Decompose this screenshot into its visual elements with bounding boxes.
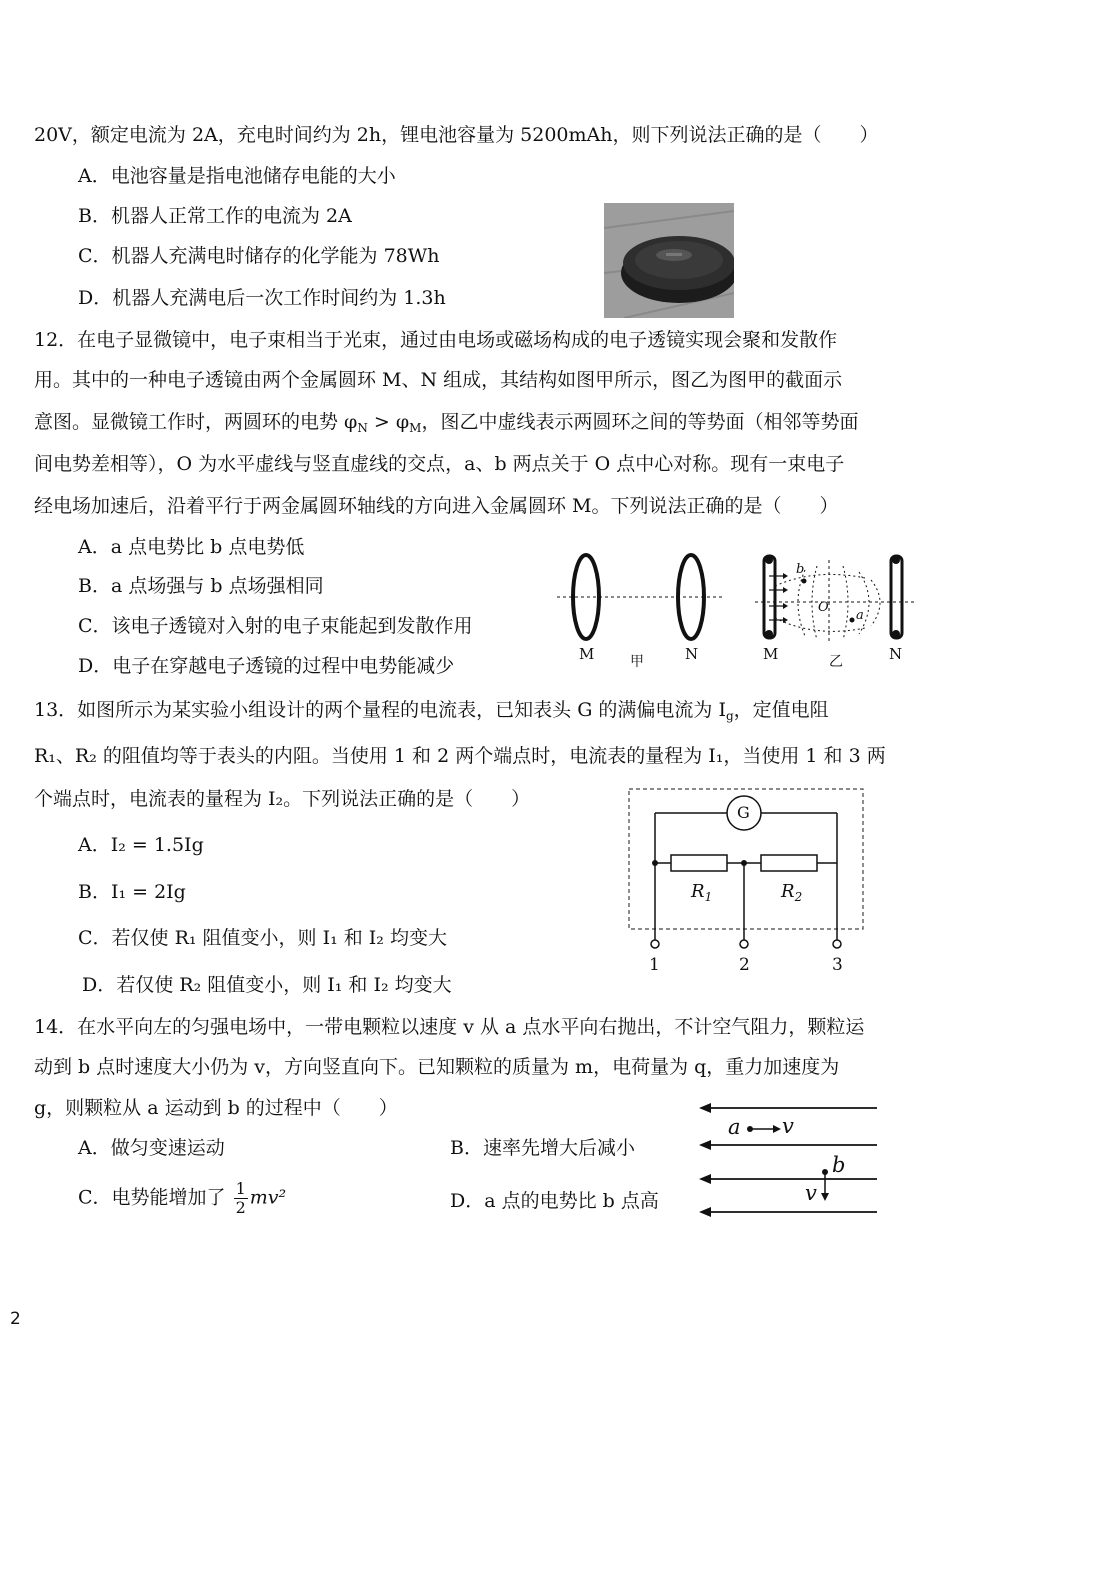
- velocity-v1-label: v: [782, 1114, 794, 1138]
- q13-option-c[interactable]: C．若仅使 R₁ 阻值变小，则 I₁ 和 I₂ 均变大: [78, 927, 447, 949]
- velocity-v2-label: v: [805, 1181, 817, 1205]
- q12-line-1: 12．在电子显微镜中，电子束相当于光束，通过由电场或磁场构成的电子透镜实现会聚和发散作: [34, 329, 838, 351]
- q14-option-c[interactable]: [78, 1180, 286, 1230]
- q13-line-1-head: 13．如图所示为某实验小组设计的两个量程的电流表，已知表头 G 的满偏电流为 I: [34, 699, 726, 721]
- q12-line-3-tail: ，图乙中虚线表示两圆环之间的等势面（相邻等势面: [421, 411, 859, 433]
- meter-g-label: G: [737, 803, 750, 822]
- label-yi: 乙: [829, 654, 843, 670]
- q14-option-d[interactable]: D．a 点的电势比 b 点高: [450, 1190, 659, 1212]
- q14-line-3: g，则颗粒从 a 运动到 b 的过程中（ ）: [34, 1097, 398, 1119]
- label-a-yi: a: [856, 608, 864, 623]
- q13-line-1-tail: ，定值电阻: [733, 699, 829, 721]
- q14-option-c-mv: mv²: [249, 1186, 287, 1209]
- q13-option-d[interactable]: D．若仅使 R₂ 阻值变小，则 I₁ 和 I₂ 均变大: [82, 974, 452, 996]
- q13-line-3: 个端点时，电流表的量程为 I₂。下列说法正确的是（ ）: [34, 788, 531, 810]
- terminal-2-label: 2: [739, 955, 750, 975]
- q14-option-c-text: C．电势能增加了: [78, 1186, 226, 1209]
- point-a-label: a: [728, 1115, 741, 1139]
- label-b-yi: b: [796, 562, 805, 577]
- q14-line-2: 动到 b 点时速度大小仍为 v，方向竖直向下。已知颗粒的质量为 m，电荷量为 q，重力加速度为: [34, 1056, 840, 1078]
- terminal-3-label: 3: [832, 955, 843, 975]
- q12-option-b[interactable]: B．a 点场强与 b 点场强相同: [78, 575, 324, 597]
- label-o-yi: O: [818, 600, 829, 615]
- label-n-yi: N: [889, 645, 903, 663]
- q13-line-2: R₁、R₂ 的阻值均等于表头的内阻。当使用 1 和 2 两个端点时，电流表的量程为 I₁，当使用 1 和 3 两: [34, 745, 886, 767]
- q11-option-b[interactable]: B．机器人正常工作的电流为 2A: [78, 205, 352, 227]
- electron-lens-figure-yi: [755, 550, 915, 670]
- q12-line-3: 意图。显微镜工作时，两圆环的电势 $\varphi_N > \varphi_M$，图乙中虚线表示两圆环之间的等势面（相邻等势面: [34, 411, 859, 435]
- q12-line-5: 经电场加速后，沿着平行于两金属圆环轴线的方向进入金属圆环 M。下列说法正确的是（ ）: [34, 495, 839, 517]
- q11-option-d[interactable]: D．机器人充满电后一次工作时间约为 1.3h: [78, 287, 446, 309]
- q14-line-1: 14．在水平向左的匀强电场中，一带电颗粒以速度 v 从 a 点水平向右抛出，不计空气阻力，颗粒运: [34, 1016, 865, 1038]
- label-m-yi: M: [763, 645, 779, 663]
- label-jia: 甲: [630, 654, 644, 670]
- resistor-r2-label: $R_2$: [781, 881, 803, 904]
- resistor-r1-label: $R_1$: [691, 881, 713, 904]
- q12-option-c[interactable]: C．该电子透镜对入射的电子束能起到发散作用: [78, 615, 473, 637]
- robot-vacuum-photo: [604, 203, 734, 318]
- q12-line-4: 间电势差相等），O 为水平虚线与竖直虚线的交点，a、b 两点关于 O 点中心对称。现有一束电子: [34, 453, 845, 475]
- q11-option-c[interactable]: C．机器人充满电时储存的化学能为 78Wh: [78, 245, 440, 267]
- label-m-jia: M: [579, 645, 595, 663]
- q12-option-d[interactable]: D．电子在穿越电子透镜的过程中电势能减少: [78, 655, 455, 677]
- q11-option-a[interactable]: A．电池容量是指电池储存电能的大小: [78, 165, 396, 187]
- q14-fraction: [234, 1180, 248, 1217]
- terminal-1-label: 1: [649, 955, 660, 975]
- q13-option-a[interactable]: A．I₂ = 1.5Ig: [78, 834, 204, 856]
- q14-fraction-den: 2: [235, 1198, 246, 1217]
- q12-line-2: 用。其中的一种电子透镜由两个金属圆环 M、N 组成，其结构如图甲所示，图乙为图甲的截面示: [34, 369, 843, 391]
- electric-field-figure: [695, 1095, 885, 1225]
- electron-lens-figure-jia: [555, 545, 735, 670]
- q13-line-1: 13．如图所示为某实验小组设计的两个量程的电流表，已知表头 G 的满偏电流为 $I_g$，定值电阻: [34, 699, 829, 723]
- ammeter-circuit-figure: [625, 785, 870, 980]
- q14-option-b[interactable]: B．速率先增大后减小: [450, 1137, 635, 1159]
- label-n-jia: N: [685, 645, 699, 663]
- q13-option-b[interactable]: B．I₁ = 2Ig: [78, 881, 186, 903]
- q12-line-3-head: 意图。显微镜工作时，两圆环的电势 φ: [34, 411, 358, 433]
- q14-fraction-num: 1: [235, 1179, 246, 1198]
- q12-option-a[interactable]: A．a 点电势比 b 点电势低: [78, 536, 305, 558]
- page-number: 2: [10, 1309, 21, 1329]
- q11-stem-tail: 20V，额定电流为 2A，充电时间约为 2h，锂电池容量为 5200mAh，则下列说法正确的是（ ）: [34, 124, 879, 146]
- q14-option-a[interactable]: A．做匀变速运动: [78, 1137, 225, 1159]
- point-b-label: b: [832, 1153, 846, 1177]
